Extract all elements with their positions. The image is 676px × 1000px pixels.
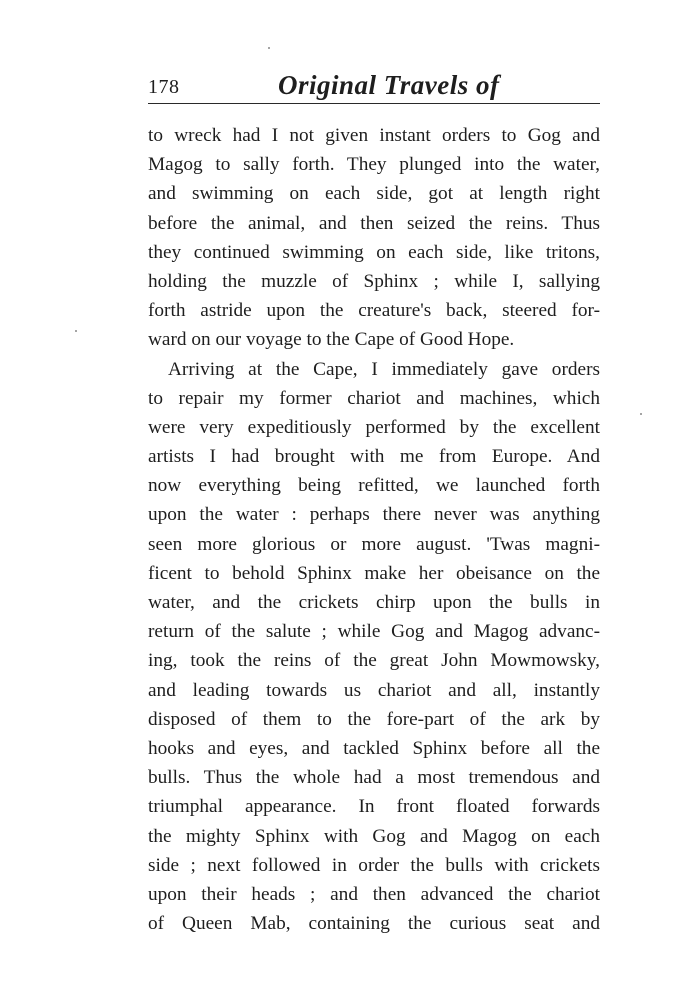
text-line: before the animal, and then seized the reins. Thus <box>148 212 600 234</box>
text-line: and leading towards us chariot and all, instantly <box>148 679 600 701</box>
text-line: artists I had brought with me from Europe. And <box>148 446 600 468</box>
text-line: side ; next followed in order the bulls with crickets <box>148 854 600 876</box>
text-line: upon their heads ; and then advanced the chariot <box>148 883 600 905</box>
text-line: were very expeditiously performed by the excellent <box>148 416 600 438</box>
paragraph-2 <box>148 355 600 939</box>
paragraph-1 <box>148 121 600 355</box>
text-line: holding the muzzle of Sphinx ; while I, sallying <box>148 270 600 292</box>
text-line: hooks and eyes, and tackled Sphinx before all the <box>148 737 600 759</box>
text-line: seen more glorious or more august. 'Twas magni- <box>148 533 600 555</box>
text-line: Arriving at the Cape, I immediately gave orders <box>168 358 600 380</box>
text-line: upon the water : perhaps there never was anything <box>148 504 600 526</box>
text-line: return of the salute ; while Gog and Magog advanc- <box>148 621 600 643</box>
text-line: Magog to sally forth. They plunged into the water, <box>148 154 600 176</box>
text-line: and swimming on each side, got at length right <box>148 183 600 205</box>
text-line: ficent to behold Sphinx make her obeisance on the <box>148 562 600 584</box>
text-line: disposed of them to the fore-part of the ark by <box>148 708 600 730</box>
header-rule <box>148 103 600 104</box>
text-line: water, and the crickets chirp upon the bulls in <box>148 592 600 613</box>
text-line: the mighty Sphinx with Gog and Magog on each <box>148 825 600 847</box>
page-number: 178 <box>148 76 180 98</box>
text-line: they continued swimming on each side, like tritons, <box>148 241 600 263</box>
text-line: bulls. Thus the whole had a most tremendous and <box>148 767 600 789</box>
text-line: forth astride upon the creature's back, steered for- <box>148 300 600 322</box>
print-speck <box>75 330 77 332</box>
print-speck <box>268 47 270 49</box>
print-speck <box>640 413 642 415</box>
text-line: now everything being refitted, we launched forth <box>148 475 600 497</box>
text-line: to wreck had I not given instant orders to Gog and <box>148 125 600 146</box>
page-header <box>148 70 598 102</box>
text-line: triumphal appearance. In front floated forwards <box>148 796 600 818</box>
text-line: ward on our voyage to the Cape of Good Hope. <box>148 329 515 351</box>
text-line: of Queen Mab, containing the curious seat and <box>148 913 600 935</box>
text-line: to repair my former chariot and machines, which <box>148 387 600 409</box>
body-text <box>148 121 600 938</box>
running-head: Original Travels of <box>278 70 500 100</box>
text-line: ing, took the reins of the great John Mowmowsky, <box>148 650 600 672</box>
